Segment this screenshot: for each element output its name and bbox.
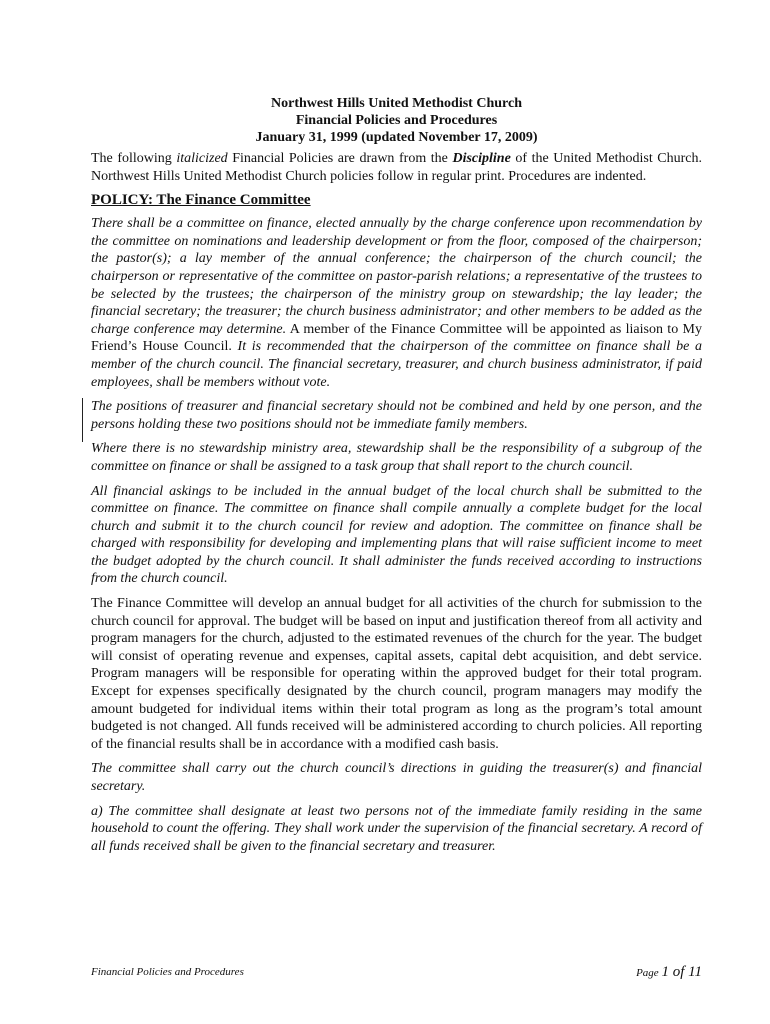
page-content: [91, 95, 702, 862]
paragraph-committee-directions: The committee shall carry out the church council’s directions in guiding the treasurer(s) and financial secretary.: [91, 761, 702, 794]
page-total: 11: [688, 964, 702, 980]
church-name: Northwest Hills United Methodist Church: [271, 96, 522, 111]
composition-italic-2: It is recommended that the chairperson of the committee on finance shall be a member of the church council. The financial secretary, treasurer, and church business administrator, if paid employees, shall be members without vote.: [91, 339, 702, 390]
intro-paragraph: [91, 150, 702, 185]
composition-regular: A member of the Finance Committee will be appointed as liaison to My Friend’s House Council.: [91, 321, 702, 355]
intro-discipline: Discipline: [452, 151, 511, 166]
intro-text-1: The following: [91, 151, 177, 166]
intro-text-2: Financial Policies are drawn from the: [227, 151, 453, 166]
intro-text-3: of the United Methodist Church. Northwest Hills United Methodist Church policies follow in regular print. Procedures are indented.: [91, 151, 702, 184]
intro-italic-word: italicized: [176, 151, 228, 166]
page-current: 1: [661, 964, 669, 980]
document-title: [91, 95, 702, 146]
paragraph-budget-askings: All financial askings to be included in the annual budget of the local church shall be submitted to the committee on finance. The committee on finance shall compile annually a complete budget for the local church and submit it to the church council for review and adoption. The committee on finance shall be charged with responsibility for developing and implementing plans that will raise sufficient income to meet the budget adopted by the church council. It shall administer the funds received according to instructions from the church council.: [91, 483, 702, 587]
document-subtitle: Financial Policies and Procedures: [295, 113, 498, 128]
page-of: of: [668, 964, 689, 980]
paragraph-stewardship: Where there is no stewardship ministry area, stewardship shall be the responsibility of a subgroup of the committee on finance or shall be assigned to a task group that shall report to the church council.: [91, 441, 702, 474]
section-heading: POLICY: The Finance Committee: [91, 192, 311, 209]
paragraph-committee-composition: [91, 215, 702, 391]
paragraph-offering-count: a) The committee shall designate at least two persons not of the immediate family residing in the same household to count the offering. They shall work under the supervision of the financial secretary. A record of all funds received shall be given to the financial secretary and treasurer.: [91, 803, 702, 854]
revision-bar: [82, 398, 83, 442]
composition-italic: There shall be a committee on finance, elected annually by the charge conference upon recommendation by the committee on nominations and leadership development or from the floor, composed of the chairperson; the pastor(s); a lay member of the annual conference; the chairperson of the church council; the chairperson or representative of the committee on pastor-parish relations; a representative of the trustees to be selected by the trustees; the chairperson of the ministry group on stewardship; the lay leader; the financial secretary; the treasurer; the church business administrator; and other members to be added as the charge conference may determine.: [91, 216, 702, 337]
paragraph-positions: The positions of treasurer and financial secretary should not be combined and held by one person, and the persons holding these two positions should not be immediate family members.: [91, 399, 702, 432]
document-date: January 31, 1999 (updated November 17, 2009): [255, 130, 538, 145]
revised-paragraph: [91, 398, 702, 433]
page-footer: [91, 962, 702, 982]
page-number: [636, 962, 702, 983]
paragraph-annual-budget: The Finance Committee will develop an annual budget for all activities of the church for submission to the church council for approval. The budget will be based on input and justification thereof from all activity and program managers for the church, adjusted to the estimated revenues of the church for the year. The budget will consist of operating revenue and expenses, capital assets, capital debt acquisition, and debt service. Program managers will be responsible for operating within the approved budget for their total program. Except for expenses specifically designated by the church council, program managers may modify the amount budgeted for individual items within their total program as long as the program’s total amount budgeted is not changed. All funds received will be administered according to church policies. All reporting of the financial results shall be in accordance with a modified cash basis.: [91, 596, 702, 752]
footer-title: Financial Policies and Procedures: [91, 966, 244, 978]
page-label: Page: [636, 967, 662, 979]
